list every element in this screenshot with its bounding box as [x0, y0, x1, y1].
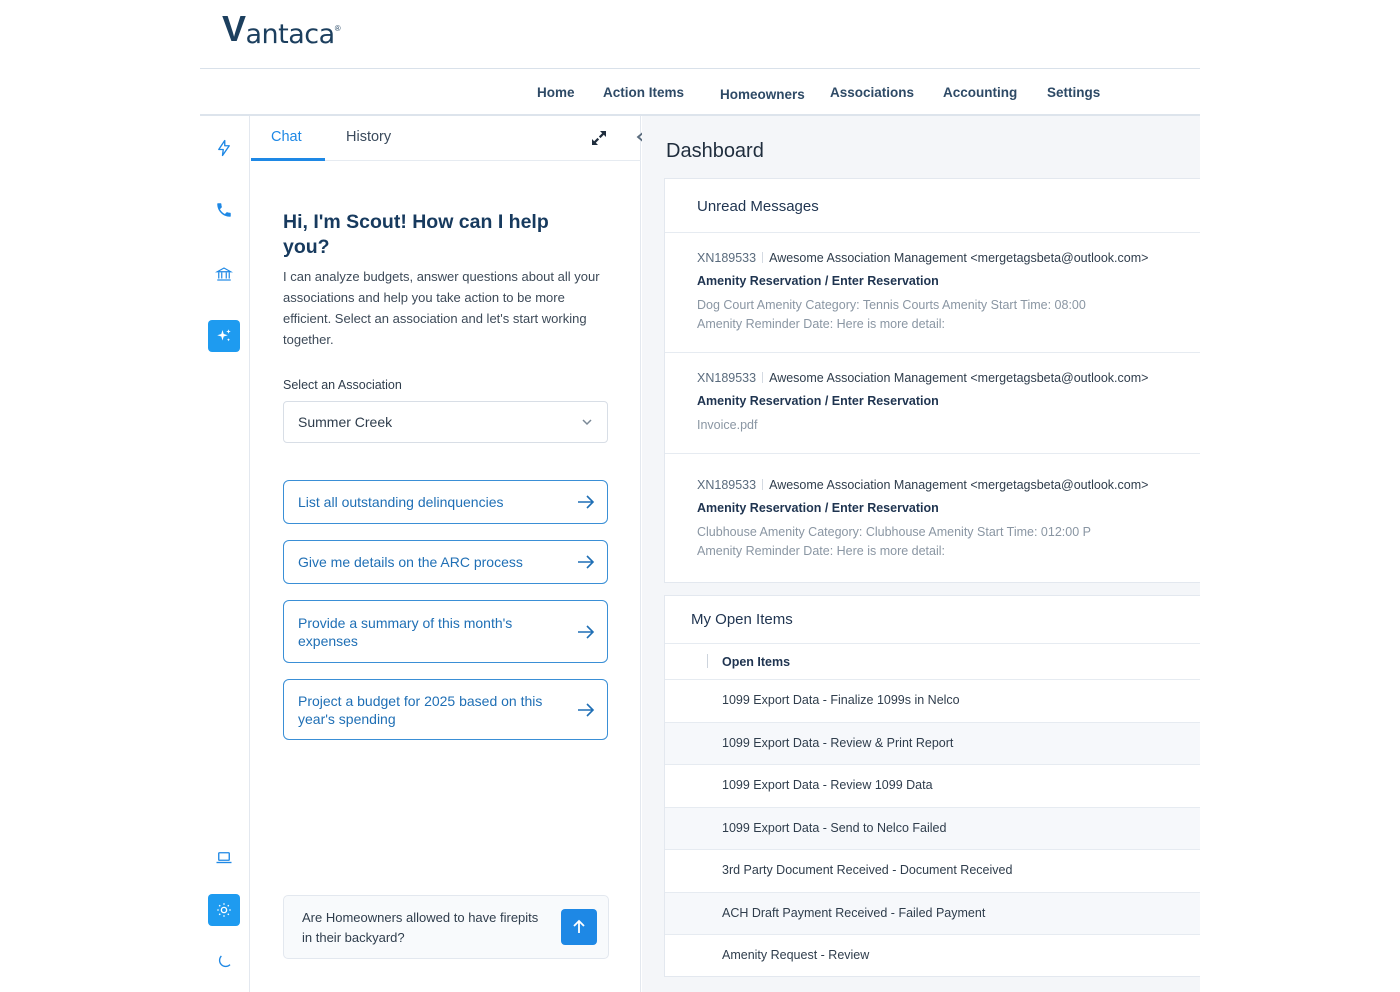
top-nav	[200, 82, 1200, 106]
message-preview-line1: Dog Court Amenity Category: Tennis Courts Amenity Start Time: 08:00	[697, 298, 1086, 312]
logo-v: V	[222, 8, 246, 49]
message-sender: Awesome Association Management	[769, 251, 967, 265]
message-meta	[697, 478, 1148, 492]
select-association-label: Select an Association	[283, 378, 402, 392]
open-item-row[interactable]: ACH Draft Payment Received - Failed Payment	[665, 893, 1200, 936]
arrow-right-icon	[577, 703, 595, 717]
message-id: XN189533	[697, 371, 757, 385]
moon-icon[interactable]	[208, 946, 240, 978]
prompt-budget-projection-button[interactable]	[283, 679, 608, 740]
prompt-label: Project a budget for 2025 based on this year's spending	[298, 692, 543, 727]
message-subject: Amenity Reservation / Enter Reservation	[697, 274, 939, 288]
open-item-row[interactable]: 1099 Export Data - Finalize 1099s in Nelco	[665, 680, 1200, 723]
message-item[interactable]	[665, 454, 1200, 582]
greeting-heading: Hi, I'm Scout! How can I help you?	[283, 211, 549, 258]
open-item-row[interactable]: 1099 Export Data - Review & Print Report	[665, 723, 1200, 766]
dashboard	[642, 116, 1200, 992]
prompt-arc-process-button[interactable]	[283, 540, 608, 584]
chat-composer[interactable]	[283, 895, 609, 959]
tab-history[interactable]: History	[346, 129, 392, 145]
intro-text: I can analyze budgets, answer questions about all your associations and help you take action to be more efficient. Select an association and let's start working together.	[283, 269, 600, 347]
message-id: XN189533	[697, 478, 757, 492]
open-items-column-header	[665, 644, 1200, 680]
chat-tabs	[251, 116, 641, 161]
app-frame	[200, 0, 1200, 992]
scout-chat-panel	[251, 116, 641, 992]
association-select[interactable]	[283, 401, 608, 443]
association-select-value: Summer Creek	[298, 414, 393, 430]
message-email: <mergetagsbeta@outlook.com>	[970, 251, 1149, 265]
active-tab-indicator	[251, 158, 325, 161]
message-item[interactable]	[665, 353, 1200, 454]
open-items-heading: My Open Items	[665, 596, 1200, 644]
nav-associations[interactable]: Associations	[830, 85, 915, 100]
prompt-expenses-summary-button[interactable]	[283, 600, 608, 663]
arrow-right-icon	[577, 555, 595, 569]
page-title: Dashboard	[666, 140, 764, 162]
message-preview-line2: Amenity Reminder Date: Here is more detail:	[697, 317, 946, 331]
nav-homeowners[interactable]: Homeowners	[720, 87, 805, 102]
message-sender: Awesome Association Management	[769, 478, 967, 492]
sparkles-icon[interactable]	[208, 320, 240, 352]
open-items-column-label: Open Items	[722, 655, 791, 669]
icon-rail	[200, 116, 250, 992]
prompt-label: List all outstanding delinquencies	[298, 494, 504, 510]
composer-text[interactable]: Are Homeowners allowed to have firepits in their backyard?	[302, 910, 539, 945]
message-sender: Awesome Association Management	[769, 371, 967, 385]
logo-registered: ®	[334, 24, 341, 33]
open-items-card	[664, 595, 1200, 977]
open-item-row[interactable]: 1099 Export Data - Send to Nelco Failed	[665, 808, 1200, 851]
nav-settings[interactable]: Settings	[1047, 85, 1101, 100]
arrow-right-icon	[577, 495, 595, 509]
send-button[interactable]	[561, 909, 597, 945]
arrow-right-icon	[577, 625, 595, 639]
chevron-down-icon	[581, 416, 593, 428]
logo-wordmark: antaca	[245, 19, 335, 50]
message-email: <mergetagsbeta@outlook.com>	[970, 478, 1149, 492]
sun-icon[interactable]	[208, 894, 240, 926]
prompt-label: Give me details on the ARC process	[298, 554, 523, 570]
vantaca-logo[interactable]	[222, 10, 340, 50]
message-subject: Amenity Reservation / Enter Reservation	[697, 501, 939, 515]
open-item-row[interactable]: Amenity Request - Review	[722, 948, 870, 962]
laptop-icon[interactable]	[208, 842, 240, 874]
nav-action-items[interactable]: Action Items	[603, 85, 685, 100]
message-id: XN189533	[697, 251, 757, 265]
bank-icon[interactable]	[208, 258, 240, 290]
message-meta	[697, 251, 1148, 265]
message-preview-line2: Amenity Reminder Date: Here is more detail:	[697, 544, 946, 558]
lightning-icon[interactable]	[208, 132, 240, 164]
open-item-row[interactable]: 1099 Export Data - Review 1099 Data	[665, 765, 1200, 808]
message-attachment[interactable]: Invoice.pdf	[697, 418, 758, 432]
prompt-delinquencies-button[interactable]	[283, 480, 608, 524]
message-item[interactable]	[665, 233, 1200, 353]
nav-accounting[interactable]: Accounting	[943, 85, 1018, 100]
prompt-label: Provide a summary of this month's expenses	[298, 614, 513, 649]
message-subject: Amenity Reservation / Enter Reservation	[697, 394, 939, 408]
nav-home[interactable]: Home	[537, 85, 575, 100]
unread-messages-heading: Unread Messages	[665, 179, 1200, 233]
header-divider	[200, 68, 1200, 69]
message-email: <mergetagsbeta@outlook.com>	[970, 371, 1149, 385]
arrow-up-icon	[571, 919, 587, 935]
tab-chat[interactable]: Chat	[271, 129, 302, 145]
message-meta	[697, 371, 1148, 385]
phone-icon[interactable]	[208, 194, 240, 226]
expand-icon[interactable]	[589, 128, 609, 148]
unread-messages-card	[664, 178, 1200, 583]
open-item-row[interactable]: 3rd Party Document Received - Document Received	[665, 850, 1200, 893]
message-preview-line1: Clubhouse Amenity Category: Clubhouse Amenity Start Time: 012:00 P	[697, 525, 1091, 539]
